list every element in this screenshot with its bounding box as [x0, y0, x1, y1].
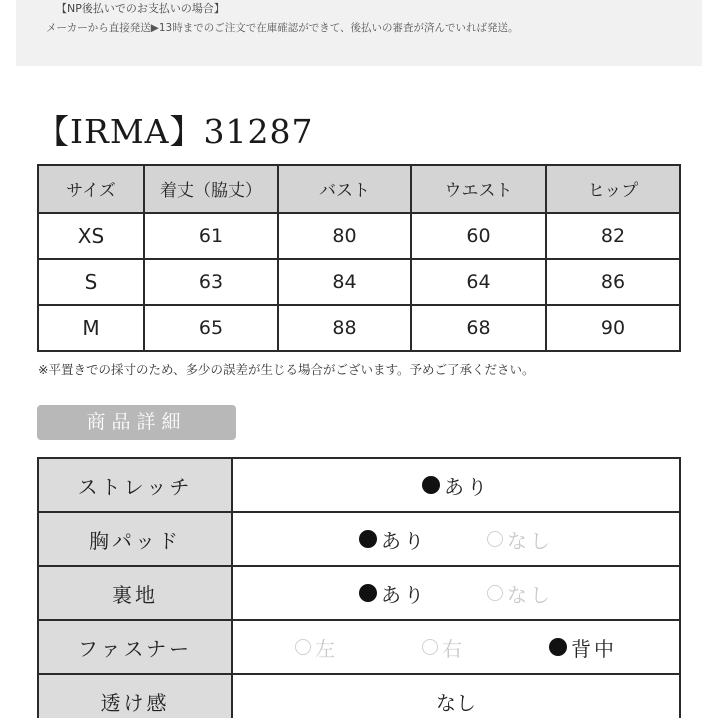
- option-label: 左: [315, 636, 338, 661]
- detail-key: ファスナー: [38, 620, 232, 674]
- option-label: なし: [507, 582, 553, 607]
- table-row: [38, 213, 680, 259]
- empty-circle-icon: [487, 585, 503, 601]
- measurement-note: ※平置きでの採寸のため、多少の誤差が生じる場合がございます。予めご了承ください。: [38, 362, 535, 377]
- length-value: 61: [144, 213, 278, 259]
- size-label: XS: [38, 213, 144, 259]
- option-pad-yes: [359, 525, 427, 554]
- option-lining-yes: [359, 579, 427, 608]
- notice-title: 【NP後払いでのお支払いの場合】: [56, 2, 225, 15]
- filled-circle-icon: [549, 638, 567, 656]
- length-value: 65: [144, 305, 278, 351]
- length-value: 63: [144, 259, 278, 305]
- header-size: サイズ: [38, 165, 144, 213]
- notice-body: メーカーから直接発送▶13時までのご注文で在庫確認ができて、後払いの審査が済んでいれば発送。: [46, 22, 519, 34]
- option-label: 背中: [571, 636, 617, 661]
- option-pad-no: [487, 525, 553, 554]
- header-length: 着丈（脇丈）: [144, 165, 278, 213]
- option-zipper-right: [422, 633, 465, 662]
- hip-value: 90: [546, 305, 680, 351]
- option-zipper-back: [549, 633, 617, 662]
- filled-circle-icon: [359, 530, 377, 548]
- header-bust: バスト: [278, 165, 411, 213]
- detail-key: 裏地: [38, 566, 232, 620]
- detail-row-stretch: [38, 458, 680, 512]
- option-stretch-yes: [422, 471, 490, 500]
- section-label-details: 商品詳細: [37, 405, 236, 440]
- detail-key: 透け感: [38, 674, 232, 718]
- table-row: [38, 305, 680, 351]
- detail-key: 胸パッド: [38, 512, 232, 566]
- option-label: あり: [381, 582, 427, 607]
- option-label: なし: [507, 528, 553, 553]
- filled-circle-icon: [359, 584, 377, 602]
- option-zipper-left: [295, 633, 338, 662]
- header-hip: ヒップ: [546, 165, 680, 213]
- bust-value: 84: [278, 259, 411, 305]
- size-table-header: [38, 165, 680, 213]
- option-label: 右: [442, 636, 465, 661]
- detail-row-lining: [38, 566, 680, 620]
- filled-circle-icon: [422, 476, 440, 494]
- option-label: あり: [444, 474, 490, 499]
- option-label: あり: [381, 528, 427, 553]
- detail-row-pad: [38, 512, 680, 566]
- table-row: [38, 259, 680, 305]
- waist-value: 60: [411, 213, 546, 259]
- empty-circle-icon: [295, 639, 311, 655]
- detail-table: [37, 457, 681, 718]
- bust-value: 80: [278, 213, 411, 259]
- detail-row-sheer: [38, 674, 680, 718]
- empty-circle-icon: [422, 639, 438, 655]
- hip-value: 86: [546, 259, 680, 305]
- option-lining-no: [487, 579, 553, 608]
- detail-key: ストレッチ: [38, 458, 232, 512]
- sheer-value: なし: [232, 674, 680, 718]
- product-title: 【IRMA】31287: [36, 112, 314, 151]
- detail-row-zipper: [38, 620, 680, 674]
- waist-value: 64: [411, 259, 546, 305]
- size-table: [37, 164, 681, 352]
- bust-value: 88: [278, 305, 411, 351]
- empty-circle-icon: [487, 531, 503, 547]
- payment-notice: [16, 0, 702, 66]
- waist-value: 68: [411, 305, 546, 351]
- size-label: M: [38, 305, 144, 351]
- hip-value: 82: [546, 213, 680, 259]
- header-waist: ウエスト: [411, 165, 546, 213]
- size-label: S: [38, 259, 144, 305]
